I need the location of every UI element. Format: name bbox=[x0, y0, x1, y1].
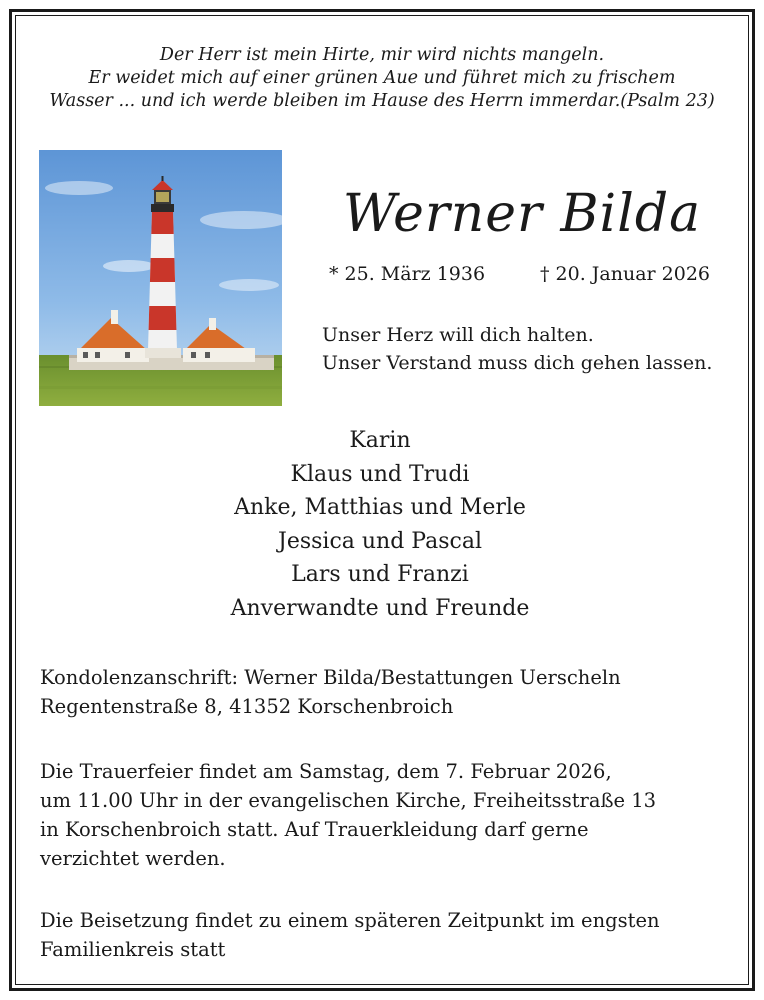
death-date: † 20. Januar 2026 bbox=[540, 263, 711, 285]
mourners-list bbox=[180, 424, 580, 625]
mourner-entry: Anverwandte und Freunde bbox=[230, 595, 530, 621]
lighthouse-photo bbox=[39, 150, 282, 406]
mourner-entry: Karin bbox=[349, 428, 411, 453]
deceased-name: Werner Bilda bbox=[342, 184, 702, 244]
service-line: verzichtet werden. bbox=[40, 847, 226, 870]
burial-line: Familienkreis statt bbox=[40, 938, 226, 961]
lighthouse-icon bbox=[39, 150, 282, 406]
psalm-line: Der Herr ist mein Hirte, mir wird nichts mangeln. bbox=[159, 45, 605, 65]
quote-line: Unser Verstand muss dich gehen lassen. bbox=[322, 352, 713, 374]
psalm-line bbox=[20, 90, 744, 113]
service-line: in Korschenbroich statt. Auf Trauerkleidung darf gerne bbox=[40, 818, 589, 841]
burial-line: Die Beisetzung findet zu einem späteren Zeitpunkt im engsten bbox=[40, 909, 660, 932]
condolence-line: Regentenstraße 8, 41352 Korschenbroich bbox=[40, 695, 454, 718]
burial-info bbox=[40, 906, 660, 964]
condolence-line: Kondolenzanschrift: Werner Bilda/Bestattungen Uerscheln bbox=[40, 666, 621, 689]
psalm-verse bbox=[20, 44, 744, 113]
psalm-line: Er weidet mich auf einer grünen Aue und führet mich zu frischem bbox=[88, 68, 676, 88]
mourner-entry: Anke, Matthias und Merle bbox=[234, 495, 526, 520]
mourner-entry: Lars und Franzi bbox=[291, 562, 469, 587]
service-line: um 11.00 Uhr in der evangelischen Kirche, Freiheitsstraße 13 bbox=[40, 789, 657, 812]
funeral-service-info bbox=[40, 757, 656, 873]
mourner-entry: Klaus und Trudi bbox=[290, 461, 470, 487]
psalm-line-text: Wasser ... und ich werde bleiben im Hause des Herrn immerdar. bbox=[49, 91, 621, 111]
condolence-address bbox=[40, 663, 621, 721]
mourner-entry: Jessica und Pascal bbox=[278, 528, 482, 554]
service-line: Die Trauerfeier findet am Samstag, dem 7. Februar 2026, bbox=[40, 760, 612, 783]
psalm-reference: (Psalm 23) bbox=[620, 91, 715, 111]
quote-line: Unser Herz will dich halten. bbox=[322, 324, 594, 346]
memorial-quote bbox=[322, 321, 712, 377]
birth-date: * 25. März 1936 bbox=[329, 263, 486, 285]
